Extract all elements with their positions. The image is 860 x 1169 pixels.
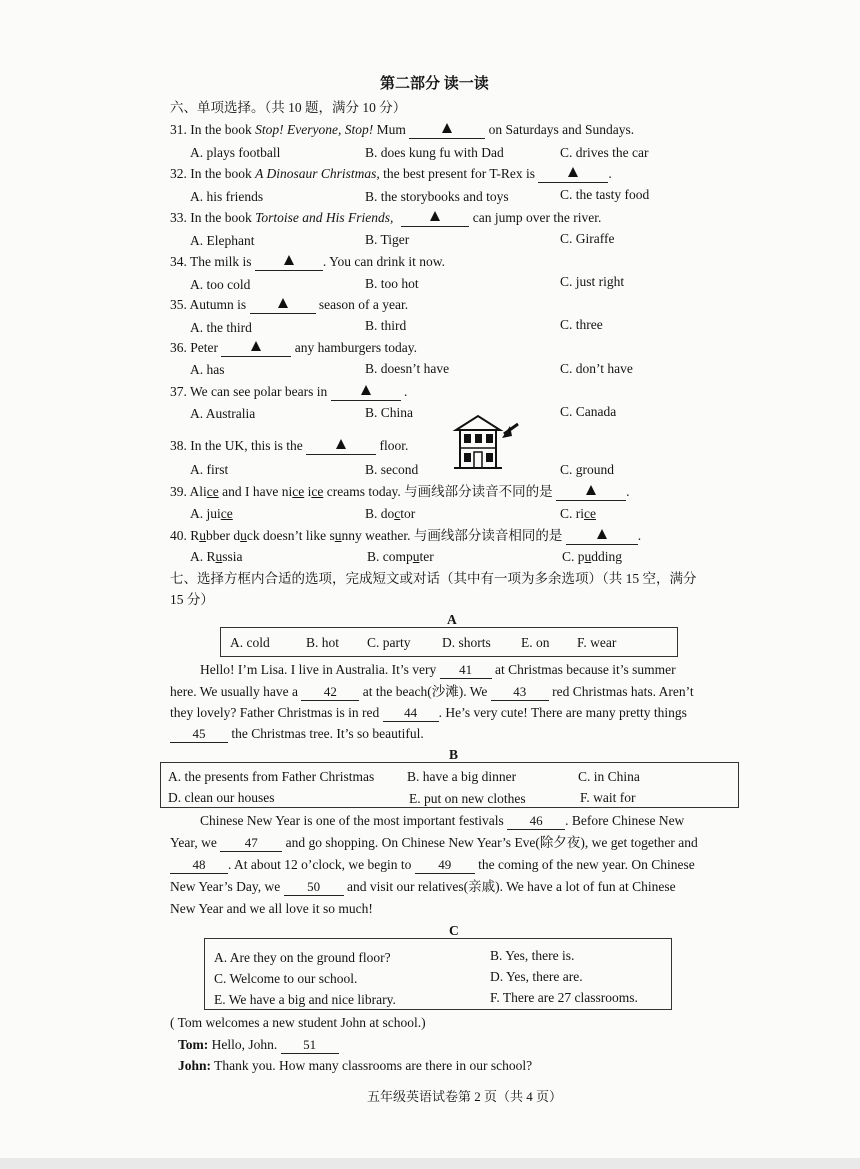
question-32: 32. In the book A Dinosaur Christmas, the best present for T-Rex is . <box>170 166 612 181</box>
passage-b-line: New Year and we all love it so much! <box>170 901 373 916</box>
answer-blank[interactable]: 48 <box>170 856 228 874</box>
question-37: 37. We can see polar bears in . <box>170 384 408 399</box>
triangle-icon <box>586 485 596 495</box>
bottom-edge <box>0 1158 860 1169</box>
box-option: C. Welcome to our school. <box>214 971 358 986</box>
section-7-title-cont: 15 分） <box>170 592 214 607</box>
triangle-icon <box>430 211 440 221</box>
box-option: E. We have a big and nice library. <box>214 992 396 1007</box>
option-a: A. Russia <box>190 549 243 564</box>
triangle-icon <box>442 123 452 133</box>
box-option: C. in China <box>578 769 640 784</box>
question-31: 31. In the book Stop! Everyone, Stop! Mum on Saturdays and Sundays. <box>170 122 635 137</box>
option-b: B. second <box>365 462 419 477</box>
triangle-icon <box>284 255 294 265</box>
question-36: 36. Peter any hamburgers today. <box>170 340 417 355</box>
section-7-title: 七、选择方框内合适的选项，完成短文或对话（其中有一项为多余选项）（共 15 空，满分 <box>170 571 697 586</box>
box-option: F. There are 27 classrooms. <box>490 990 638 1005</box>
passage-b-line: New Year’s Day, we 50 and visit our relatives(亲戚). We have a lot of fun at Chinese <box>170 879 676 894</box>
answer-blank[interactable]: 41 <box>440 661 492 679</box>
passage-b-line: 48 . At about 12 o’clock, we begin to 49 the coming of the new year. On Chinese <box>170 856 695 874</box>
box-option: B. hot <box>306 635 340 650</box>
option-c: C. just right <box>560 274 625 289</box>
answer-blank[interactable]: 49 <box>415 856 475 874</box>
option-b: B. China <box>365 405 414 420</box>
box-option: A. Are they on the ground floor? <box>214 950 391 965</box>
option-c: C. the tasty food <box>560 187 650 202</box>
option-a: A. too cold <box>190 277 251 292</box>
section-6-title: 六、单项选择。（共 10 题，满分 10 分） <box>170 100 407 115</box>
answer-blank[interactable] <box>306 437 376 455</box>
answer-blank[interactable] <box>556 483 626 501</box>
box-option: A. cold <box>230 635 270 650</box>
passage-b-line: Year, we 47 and go shopping. On Chinese New Year’s Eve(除夕夜), we get together and <box>170 835 698 850</box>
option-c: C. three <box>560 317 603 332</box>
part-a-label: A <box>447 612 457 627</box>
answer-blank[interactable]: 43 <box>491 683 549 701</box>
triangle-icon <box>597 529 607 539</box>
answer-blank[interactable]: 47 <box>220 834 282 852</box>
answer-blank[interactable] <box>538 165 608 183</box>
answer-blank[interactable]: 45 <box>170 725 228 743</box>
triangle-icon <box>568 167 578 177</box>
option-b: B. computer <box>367 549 434 564</box>
box-option: C. party <box>367 635 411 650</box>
question-38: 38. In the UK, this is the floor. <box>170 438 409 453</box>
answer-blank[interactable] <box>401 209 469 227</box>
passage-a-line: Hello! I’m Lisa. I live in Australia. It’s very 41 at Christmas because it’s summer <box>200 662 676 677</box>
option-a: A. plays football <box>190 145 281 160</box>
option-c: C. drives the car <box>560 145 649 160</box>
option-a: A. the third <box>190 320 252 335</box>
passage-a-line: 45 the Christmas tree. It’s so beautiful. <box>170 725 424 743</box>
dialogue-line-john: John: Thank you. How many classrooms are there in our school? <box>178 1058 533 1073</box>
answer-blank[interactable] <box>255 253 323 271</box>
question-33: 33. In the book Tortoise and His Friends, can jump over the river. <box>170 210 602 225</box>
answer-blank[interactable] <box>566 527 638 545</box>
answer-blank[interactable]: 42 <box>301 683 359 701</box>
question-39: 39. Alice and I have nice ice creams today. 与画线部分读音不同的是 . <box>170 484 630 499</box>
triangle-icon <box>251 341 261 351</box>
option-c: C. ground <box>560 462 614 477</box>
page-title: 第二部分 读一读 <box>380 76 489 92</box>
passage-a-line: they lovely? Father Christmas is in red 44 . He’s very cute! There are many pretty things <box>170 705 687 720</box>
option-b: B. the storybooks and toys <box>365 189 509 204</box>
part-b-label: B <box>449 747 459 762</box>
house-icon <box>452 412 524 470</box>
option-c: C. Giraffe <box>560 231 615 246</box>
answer-blank[interactable] <box>409 121 485 139</box>
option-b: B. doctor <box>365 506 416 521</box>
dialogue-line-tom: Tom: Hello, John. 51 <box>178 1036 339 1054</box>
option-b: B. too hot <box>365 276 419 291</box>
question-35: 35. Autumn is season of a year. <box>170 297 409 312</box>
answer-blank[interactable] <box>221 339 291 357</box>
answer-blank[interactable]: 50 <box>284 878 344 896</box>
option-a: A. juice <box>190 506 233 521</box>
dialogue-intro: ( Tom welcomes a new student John at school.) <box>170 1015 426 1030</box>
answer-blank[interactable]: 51 <box>281 1036 339 1054</box>
box-option: E. put on new clothes <box>409 791 526 806</box>
answer-blank[interactable] <box>250 296 316 314</box>
option-c: C. rice <box>560 506 596 521</box>
box-option: D. clean our houses <box>168 790 275 805</box>
option-a: A. Australia <box>190 406 256 421</box>
box-option: B. have a big dinner <box>407 769 517 784</box>
option-a: A. has <box>190 362 225 377</box>
passage-b-line: Chinese New Year is one of the most important festivals 46 . Before Chinese New <box>200 813 685 828</box>
option-b: B. third <box>365 318 407 333</box>
option-c: C. Canada <box>560 404 617 419</box>
answer-blank[interactable] <box>331 383 401 401</box>
box-option: A. the presents from Father Christmas <box>168 769 375 784</box>
box-option: D. Yes, there are. <box>490 969 583 984</box>
option-c: C. don’t have <box>560 361 633 376</box>
option-a: A. his friends <box>190 189 264 204</box>
option-b: B. Tiger <box>365 232 410 247</box>
box-option: F. wait for <box>580 790 636 805</box>
page-footer: 五年级英语试卷第 2 页（共 4 页） <box>367 1089 563 1104</box>
option-b: B. doesn’t have <box>365 361 450 376</box>
box-option: E. on <box>521 635 550 650</box>
box-option: F. wear <box>577 635 617 650</box>
question-34: 34. The milk is . You can drink it now. <box>170 254 446 269</box>
option-b: B. does kung fu with Dad <box>365 145 504 160</box>
option-a: A. Elephant <box>190 233 255 248</box>
triangle-icon <box>336 439 346 449</box>
box-option: D. shorts <box>442 635 491 650</box>
option-a: A. first <box>190 462 229 477</box>
answer-blank[interactable]: 44 <box>383 704 439 722</box>
answer-blank[interactable]: 46 <box>507 812 565 830</box>
box-option: B. Yes, there is. <box>490 948 575 963</box>
question-40: 40. Rubber duck doesn’t like sunny weather. 与画线部分读音相同的是 . <box>170 528 642 543</box>
option-c: C. pudding <box>562 549 623 564</box>
triangle-icon <box>278 298 288 308</box>
part-c-label: C <box>449 923 459 938</box>
passage-a-line: here. We usually have a 42 at the beach(沙滩). We 43 red Christmas hats. Aren’t <box>170 684 694 699</box>
triangle-icon <box>361 385 371 395</box>
